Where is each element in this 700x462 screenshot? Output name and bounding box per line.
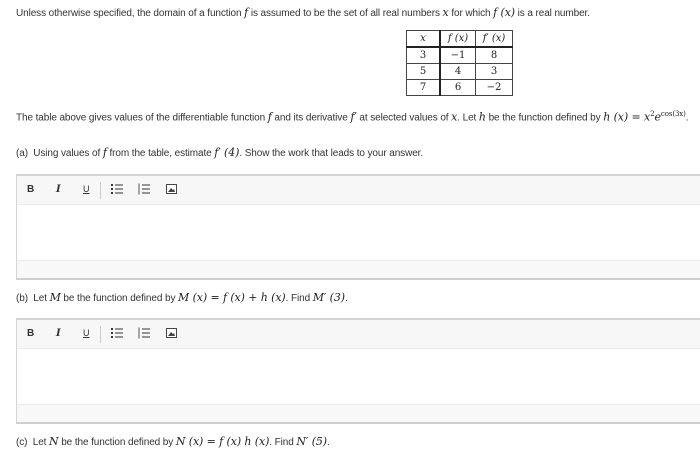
header-fprime-x: f′ (x) [476,31,513,48]
underline-button[interactable]: U [83,184,90,194]
editor-footer [17,260,700,278]
values-table [406,30,513,96]
question-text: from the table, estimate [106,148,215,159]
question-text: . Show the work that leads to your answer. [239,148,424,159]
question-label: (b) [16,293,28,304]
underline-button[interactable]: U [83,328,90,338]
bold-button[interactable]: B [27,328,35,339]
bullet-list-icon[interactable] [111,327,123,342]
bullet-list-icon[interactable] [111,183,123,198]
intro-text-4: is a real number. [515,8,590,19]
table-cell: 8 [476,47,513,64]
desc-text: . [685,112,689,124]
image-icon[interactable] [166,328,177,341]
question-label: (a) [16,148,28,159]
intro-text-1: Unless otherwise specified, the domain of a function [16,8,245,19]
table-cell: 4 [440,64,476,80]
question-label: (c) [16,437,28,448]
desc-text: . Let [457,112,479,124]
bold-button[interactable]: B [27,184,35,195]
math-f: f [244,6,249,19]
editor-toolbar [17,176,700,205]
math-x: x [442,6,449,19]
question-text: Using values of [33,148,103,159]
question-text: be the function defined by [60,293,179,304]
description-text [16,110,688,123]
math-fprime-4: f′ (4) [214,146,240,159]
math-f: f [267,110,272,124]
numbered-list-icon[interactable] [138,327,150,342]
editor-text-area[interactable] [17,205,700,260]
question-text: Let [32,437,50,448]
question-text: . Find [269,437,297,448]
header-fx: f (x) [440,31,476,48]
desc-text: be the function defined by [485,112,604,124]
table-cell: 7 [407,80,441,96]
math-e: e [654,110,661,124]
toolbar-divider [100,326,101,343]
math-hx: h (x) = x [603,110,651,124]
italic-button[interactable]: I [56,328,61,339]
editor-toolbar [17,320,700,349]
image-icon[interactable] [166,184,177,197]
toolbar-divider [100,182,101,199]
math-h: h [478,110,486,124]
desc-text: at selected values of [356,112,452,124]
editor-footer [17,404,700,422]
math-exponent: cos(3x) [660,110,686,118]
table-header-row [407,31,513,48]
table-cell: 5 [407,64,441,80]
answer-editor-b [16,318,700,424]
question-b [16,291,348,304]
italic-button[interactable]: I [56,184,61,195]
question-text: Let [33,293,50,304]
intro-text [16,6,590,19]
desc-text: and its derivative [271,112,351,124]
table-cell: 3 [407,47,441,64]
math-Mx: M (x) = f (x) + h (x) [178,291,286,304]
table-cell: 3 [476,64,513,80]
math-fx: f (x) [493,6,515,19]
table-cell: −1 [440,47,476,64]
math-x: x [451,110,458,124]
intro-text-3: for which [448,8,494,19]
math-f: f [102,146,107,159]
question-text: . [326,437,330,448]
math-fprime: f′ [350,110,357,124]
table-cell: 6 [440,80,476,96]
math-Nx: N (x) = f (x) h (x) [175,435,270,448]
question-text: be the function defined by [58,437,176,448]
math-Mprime-3: M′ (3) [312,291,345,304]
editor-text-area[interactable] [17,349,700,404]
header-x: x [407,31,441,48]
math-exponent: 2 [650,110,655,118]
table-cell: −2 [476,80,513,96]
intro-text-2: is assumed to be the set of all real numbers [248,8,443,19]
math-M: M [49,291,61,304]
math-N: N [49,435,59,448]
question-text: . Find [285,293,313,304]
question-a [16,146,423,159]
table-row [407,64,513,80]
question-text: . [344,293,348,304]
answer-editor-a [16,174,700,280]
table-row [407,47,513,64]
math-Nprime-5: N′ (5) [296,435,327,448]
table-row [407,80,513,96]
desc-text: The table above gives values of the differentiable function [16,112,268,124]
question-c [16,435,330,448]
numbered-list-icon[interactable] [138,183,150,198]
